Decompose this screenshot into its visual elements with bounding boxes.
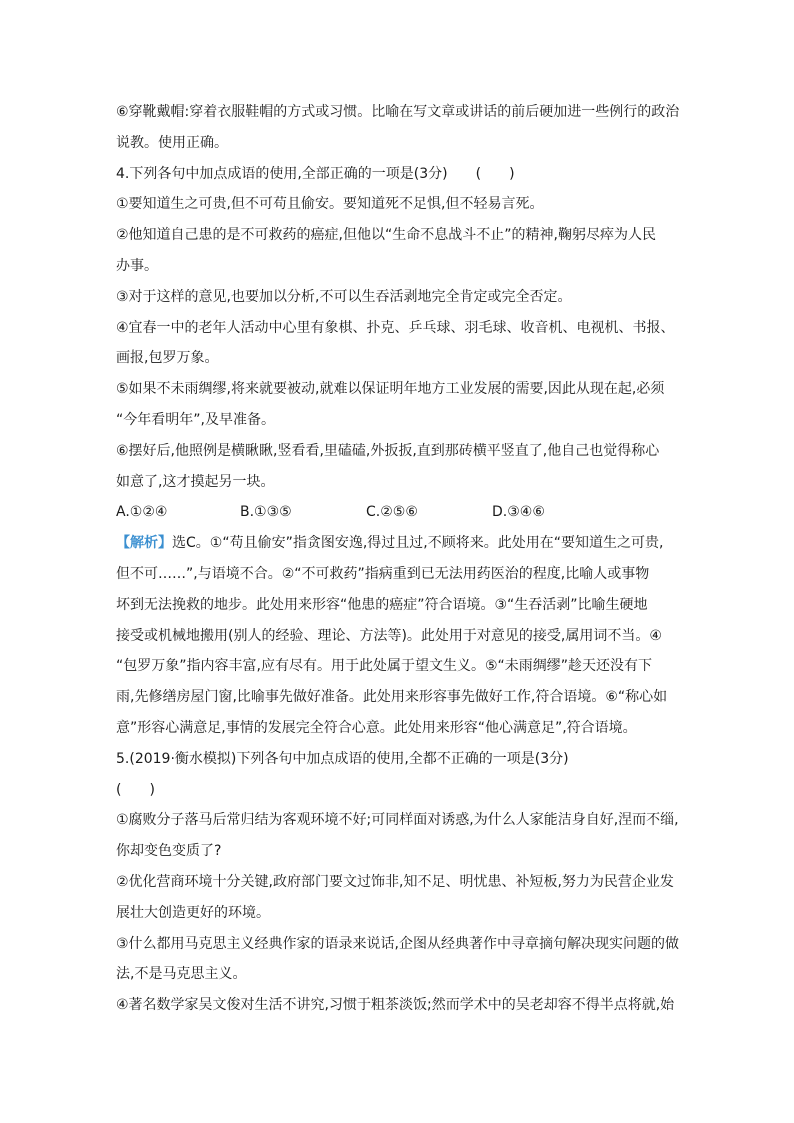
document-body [116,97,686,1021]
text-line: ②他知道自己患的是不可救药的癌症,但他以“生命不息战斗不止”的精神,鞠躬尽瘁为人民 [116,227,656,244]
text-line: 说教。使用正确。 [116,134,228,151]
text-line: ①腐败分子落马后常归结为客观环境不好;可同样面对诱惑,为什么人家能洁身自好,涅而不缁, [116,812,679,829]
option-d: D.③④⑥ [492,504,545,521]
text-line: 办事。 [116,257,158,274]
text-line: ④著名数学家吴文俊对生活不讲究,习惯于粗茶淡饭;然而学术中的吴老却容不得半点将就,始 [116,997,675,1014]
text-line: 接受或机械地搬用(别人的经验、理论、方法等)。此处用于对意见的接受,属用词不当。④ [116,627,662,644]
text-line: 展壮大创造更好的环境。 [116,904,270,921]
text-line: ③什么都用马克思主义经典作家的语录来说话,企图从经典著作中寻章摘句解决现实问题的做 [116,935,679,952]
answer-blank: ( ) [116,781,155,798]
text-line: ④宜春一中的老年人活动中心里有象棋、扑克、乒乓球、羽毛球、收音机、电视机、书报、 [116,319,675,336]
text-line: ③对于这样的意见,也要加以分析,不可以生吞活剥地完全肯定或完全否定。 [116,288,572,305]
text-line: ①要知道生之可贵,但不可苟且偷安。要知道死不足惧,但不轻易言死。 [116,196,544,213]
text-line: 法,不是马克思主义。 [116,966,247,983]
analysis-line [116,528,686,559]
option-c: C.②⑤⑥ [366,504,418,521]
analysis-text: 选C。①“苟且偷安”指贪图安逸,得过且过,不顾将来。此处用在“要知道生之可贵, [172,535,664,552]
text-line: 雨,先修缮房屋门窗,比喻事先做好准备。此处用来形容事先做好工作,符合语境。⑥“称心如 [116,689,668,706]
text-line: “包罗万象”指内容丰富,应有尽有。用于此处属于望文生义。⑤“未雨绸缪”趁天还没有下 [116,658,653,675]
text-line: 画报,包罗万象。 [116,350,219,367]
text-line: ⑥穿靴戴帽:穿着衣服鞋帽的方式或习惯。比喻在写文章或讲话的前后硬加进一些例行的政治 [116,104,680,120]
answer-options [116,497,686,528]
question-5-stem: 5.(2019·衡水模拟)下列各句中加点成语的使用,全都不正确的一项是(3分) [116,750,569,767]
text-line: ②优化营商环境十分关键,政府部门要文过饰非,知不足、明忧患、补短板,努力为民营企业发 [116,873,674,890]
text-line: 坏到无法挽救的地步。此处用来形容“他患的癌症”符合语境。③“生吞活剥”比喻生硬地 [116,596,648,613]
text-line: 你却变色变质了? [116,843,222,860]
text-line: 意”形容心满意足,事情的发展完全符合心意。此处用来形容“他心满意足”,符合语境。 [116,719,637,736]
text-line: “今年看明年”,及早准备。 [116,411,275,428]
text-line: 但不可……”,与语境不合。②“不可救药”指病重到已无法用药医治的程度,比喻人或事物 [116,565,650,582]
analysis-tag: 【解析】 [116,535,172,552]
text-line: ⑤如果不未雨绸缪,将来就要被动,就难以保证明年地方工业发展的需要,因此从现在起,必须 [116,381,665,398]
text-line: ⑥摆好后,他照例是横瞅瞅,竖看看,里磕磕,外扳扳,直到那砖横平竖直了,他自己也觉得称心 [116,442,660,459]
option-a: A.①②④ [116,504,168,521]
option-b: B.①③⑤ [240,504,292,521]
text-line: 如意了,这才摸起另一块。 [116,473,275,490]
question-4-stem: 4.下列各句中加点成语的使用,全部正确的一项是(3分) ( ) [116,165,515,182]
